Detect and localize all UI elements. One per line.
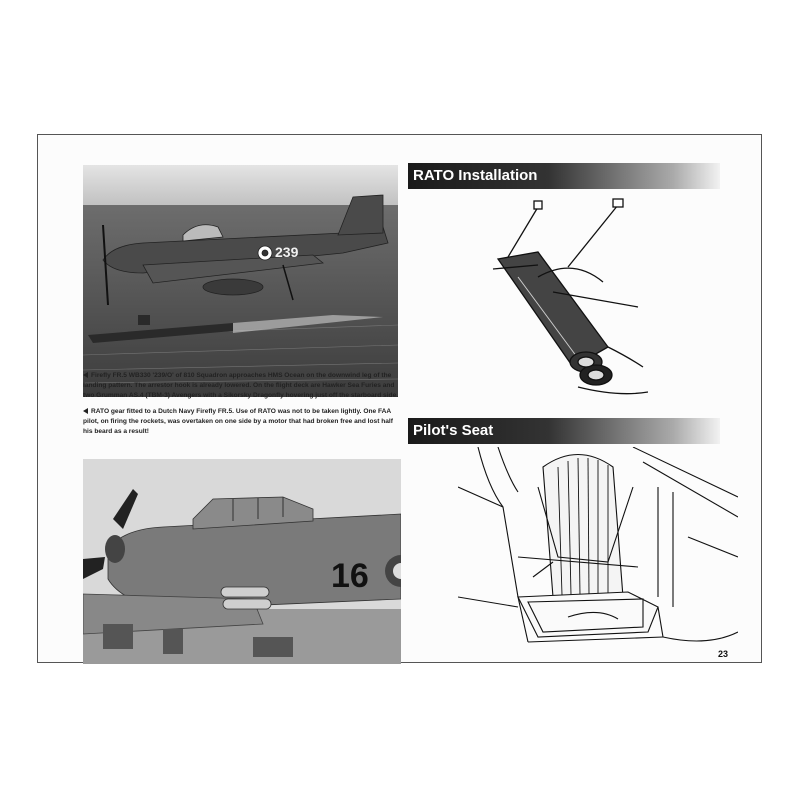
section-header-rato: RATO Installation xyxy=(408,163,720,189)
section-header-pilots-seat: Pilot's Seat xyxy=(408,418,720,444)
photo-rato-dutch-firefly xyxy=(83,459,401,664)
page-number: 23 xyxy=(718,649,729,659)
book-page xyxy=(37,134,762,663)
photo-firefly-approach xyxy=(83,165,398,397)
pilots-seat-drawing xyxy=(458,447,738,652)
pointer-down-icon xyxy=(83,408,88,414)
aircraft-code-239: 239 xyxy=(275,244,299,260)
caption-photo1: Firefly FR.5 WB330 '239/O' of 810 Squadron approaches HMS Ocean on the downwind leg of the landing pattern. The arrestor hook is already lowered. On the flight deck are Hawker Sea Furies and two Grumman AS.4 (TBM-3) Avengers with a Sikorsky Dragonfly hovering just off the starboard side. xyxy=(83,372,399,399)
caption-block xyxy=(83,371,401,443)
rato-installation-drawing xyxy=(478,197,648,402)
aircraft-code-16: 16 xyxy=(331,557,369,595)
pointer-up-icon xyxy=(83,372,88,378)
caption-photo2: RATO gear fitted to a Dutch Navy Firefly FR.5. Use of RATO was not to be taken lightly. One FAA pilot, on firing the rockets, was overtaken on one side by a motor that had broken free and lost half his beard as a result! xyxy=(83,408,393,435)
